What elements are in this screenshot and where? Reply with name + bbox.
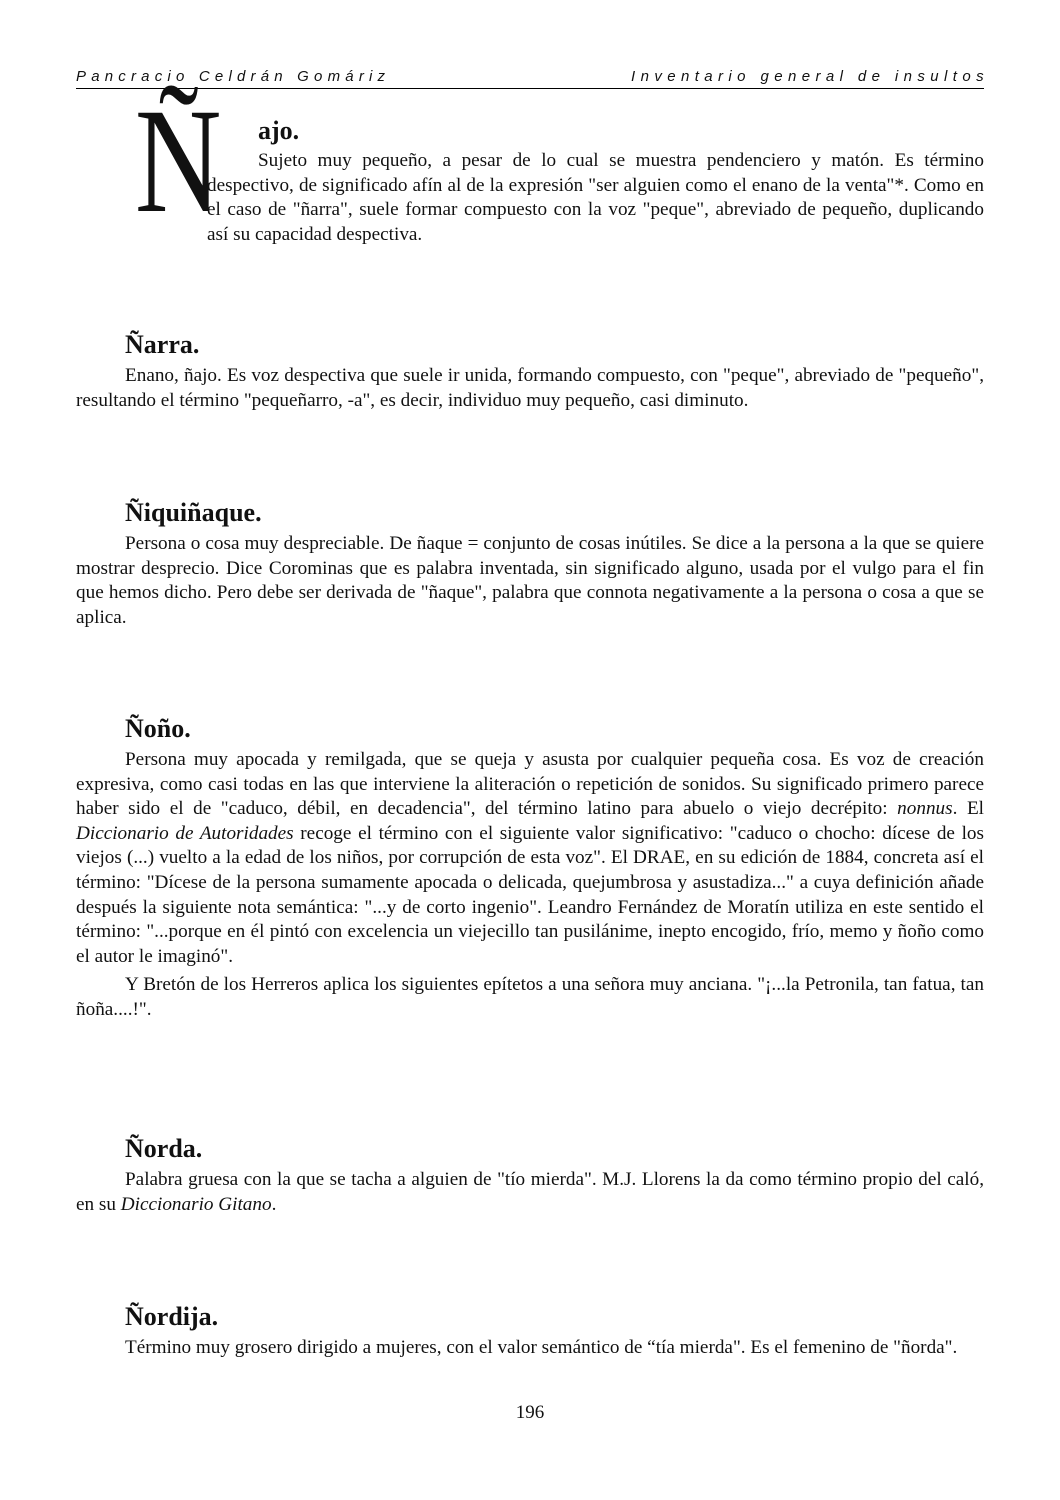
entry-paragraph: Término muy grosero dirigido a mujeres, con el valor semántico de “tía mierda". Es el femenino de "ñorda".	[125, 1337, 958, 1358]
drop-cap: Ñ	[134, 78, 222, 244]
entry-title: Ñorda.	[125, 1134, 203, 1163]
entry-paragraph: Palabra gruesa con la que se tacha a alguien de "tío mierda". M.J. Llorens la da como término propio del caló, en su Diccionario Gitano.	[76, 1169, 984, 1215]
header-book-title: Inventario general de insultos	[631, 68, 989, 85]
entry-paragraph: Persona muy apocada y remilgada, que se queja y asusta por cualquier pequeña cosa. Es voz de creación expresiva, como casi todas en las que interviene la aliteración o repetición de sonidos. Su significado primero parece haber sido el de "caduco, débil, en decadencia", del término latino para abuelo o viejo decrépito: nonnus. El Diccionario de Autoridades recoge el término con el siguiente valor significativo: "caduco o chocho: dícese de los viejos (...) vuelto a la edad de los niños, por corrupción de esta voz". El DRAE, en su edición de 1884, concreta así el término: "Dícese de la persona sumamente apocada o delicada, quejumbrosa y asustadiza..." a cuya definición añade después la siguiente nota semántica: "...y de corto ingenio". Leandro Fernández de Moratín utiliza en este sentido el término: "...porque en él pintó con excelencia un viejecillo tan pusilánime, inepto encogido, frío, memo y ñoño como el autor le imaginó".	[76, 749, 984, 967]
entry-paragraph: Persona o cosa muy despreciable. De ñaque = conjunto de cosas inútiles. Se dice a la persona a la que se quiere mostrar desprecio. Dice Corominas que es palabra inventada, sin significado alguno, usada por el vulgo para el fin que hemos dicho. Pero debe ser derivada de "ñaque", palabra que connota negativamente a la persona o cosa a que se aplica.	[76, 533, 984, 628]
entry-title-najo: ajo.	[258, 116, 300, 145]
entry-paragraph: Enano, ñajo. Es voz despectiva que suele ir unida, formando compuesto, con "peque", abreviado de "pequeño", resultando el término "pequeñarro, -a", es decir, individuo muy pequeño, casi diminuto.	[76, 365, 984, 411]
entry-title: Ñiquiñaque.	[125, 498, 262, 527]
entry-title: Ñarra.	[125, 330, 200, 359]
entry-nono	[76, 714, 984, 1023]
entry-title: Ñordija.	[125, 1302, 219, 1331]
entry-paragraph: Sujeto muy pequeño, a pesar de lo cual se muestra pendenciero y matón. Es término despectivo, de significado afín al de la expresión "ser alguien como el enano de la venta"*. Como en el caso de "ñarra", suele formar compuesto con la voz "peque", abreviado de pequeño, duplicando así su capacidad despectiva.	[207, 150, 984, 245]
entry-paragraph: Y Bretón de los Herreros aplica los siguientes epítetos a una señora muy anciana. "¡...la Petronila, tan fatua, tan ñoña....!".	[76, 974, 984, 1020]
header-author: Pancracio Celdrán Gomáriz	[76, 68, 391, 85]
entry-niquinaque	[76, 498, 984, 630]
entry-norda	[76, 1134, 984, 1217]
entry-narra	[76, 330, 984, 413]
entry-title: Ñoño.	[125, 714, 191, 743]
entry-nordija	[76, 1302, 984, 1361]
entry-body-najo	[207, 149, 984, 247]
page-number: 196	[515, 1402, 545, 1423]
